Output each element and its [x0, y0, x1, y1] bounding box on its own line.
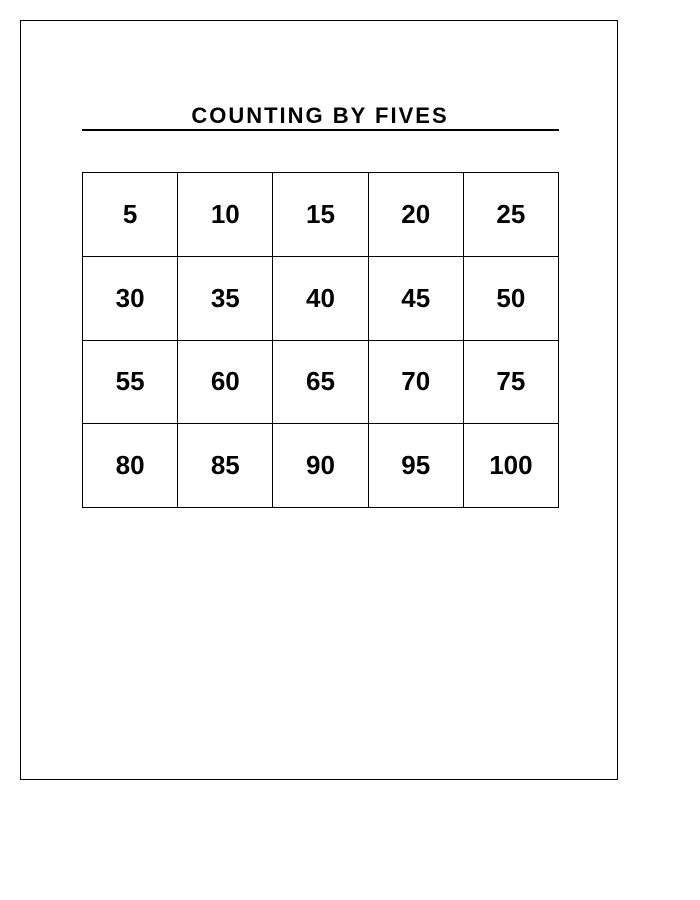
grid-cell: 5	[83, 173, 178, 257]
grid-cell: 90	[273, 424, 368, 508]
grid-cell: 60	[178, 341, 273, 425]
grid-cell: 75	[464, 341, 559, 425]
grid-cell: 20	[369, 173, 464, 257]
grid-cell: 65	[273, 341, 368, 425]
grid-cell: 15	[273, 173, 368, 257]
title-underline	[82, 129, 559, 131]
grid-cell: 50	[464, 257, 559, 341]
worksheet-title: COUNTING BY FIVES	[191, 103, 449, 128]
grid-cell: 10	[178, 173, 273, 257]
grid-cell: 45	[369, 257, 464, 341]
grid-cell: 100	[464, 424, 559, 508]
grid-cell: 25	[464, 173, 559, 257]
worksheet-page	[20, 20, 618, 780]
number-grid	[82, 172, 559, 508]
grid-cell: 95	[369, 424, 464, 508]
grid-cell: 70	[369, 341, 464, 425]
grid-cell: 35	[178, 257, 273, 341]
grid-cell: 55	[83, 341, 178, 425]
grid-cell: 85	[178, 424, 273, 508]
grid-cell: 40	[273, 257, 368, 341]
grid-cell: 30	[83, 257, 178, 341]
grid-cell: 80	[83, 424, 178, 508]
